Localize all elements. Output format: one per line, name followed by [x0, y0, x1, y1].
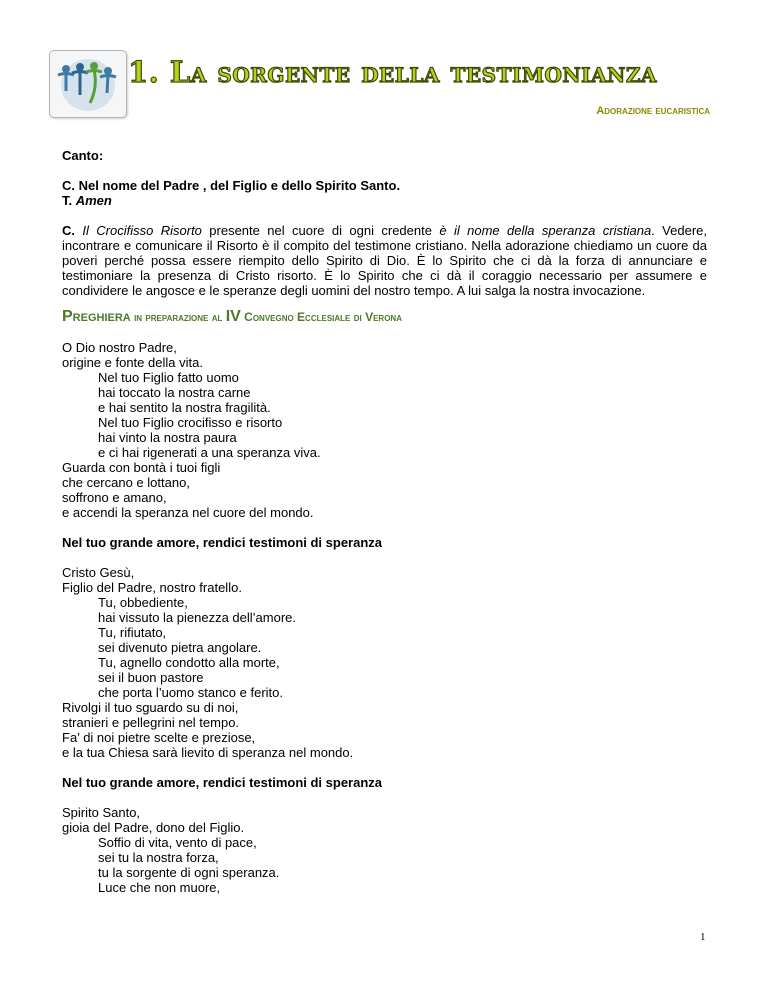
stanza-line: Tu, obbediente,	[98, 595, 188, 610]
stanza-line: e la tua Chiesa sarà lievito di speranza nel mondo.	[62, 745, 354, 760]
stanza-line: Rivolgi il tuo sguardo su di noi,	[62, 700, 239, 715]
response-prefix: T.	[62, 193, 76, 208]
stanza-line: origine e fonte della vita.	[62, 355, 203, 370]
stanza-line: hai vissuto la pienezza dell’amore.	[98, 610, 296, 625]
refrain-1: Nel tuo grande amore, rendici testimoni di speranza	[62, 535, 383, 550]
logo-figures-icon	[50, 51, 126, 117]
stanza-line: e hai sentito la nostra fragilità.	[98, 400, 271, 415]
stanza-line: tu la sorgente di ogni speranza.	[98, 865, 280, 880]
stanza-2	[62, 565, 707, 760]
stanza-line: Tu, agnello condotto alla morte,	[98, 655, 280, 670]
stanza-line: Nel tuo Figlio fatto uomo	[98, 370, 239, 385]
stanza-line: e ci hai rigenerati a una speranza viva.	[98, 445, 321, 460]
stanza-line: Figlio del Padre, nostro fratello.	[62, 580, 242, 595]
stanza-line: O Dio nostro Padre,	[62, 340, 177, 355]
page-title: 1. La sorgente della testimonianza	[128, 55, 657, 89]
stanza-line: sei il buon pastore	[98, 670, 204, 685]
intro-text-1: presente nel cuore di ogni credente	[201, 223, 440, 238]
logo	[49, 50, 127, 118]
heading-word-3: IV	[225, 308, 241, 325]
intro-italic-1: Il Crocifisso Risorto	[82, 223, 202, 238]
page-subtitle: Adorazione eucaristica	[596, 105, 710, 117]
document-body	[62, 148, 707, 895]
heading-word-4: Convegno Ecclesiale di	[240, 310, 366, 324]
intro-prefix: C.	[62, 223, 83, 238]
stanza-line: che porta l’uomo stanco e ferito.	[98, 685, 283, 700]
stanza-line: che cercano e lottano,	[62, 475, 190, 490]
canto-label: Canto:	[62, 148, 104, 163]
intro-text-2: . Vedere, incontrare e comunicare il Risorto è il compito del testimone cristiano. Nella adorazione chiediamo un cuore da poveri perché possa essere riempito dello Spirito di Dio. È lo Spirito che ci dà la forza di annunciare e testimoniare la presenza di Cristo risorto. È lo Spirito che ci dà il coraggio necessario per assumere e condividere le angosce e le speranze degli uomini del nostro tempo. A lui salga la nostra invocazione.	[62, 223, 707, 298]
stanza-line: Cristo Gesù,	[62, 565, 135, 580]
response-amen: Amen	[75, 193, 112, 208]
response-line	[62, 193, 707, 208]
stanza-line: e accendi la speranza nel cuore del mondo.	[62, 505, 314, 520]
heading-word-1: Preghiera	[62, 308, 131, 325]
heading-word-5: Verona	[365, 310, 402, 324]
stanza-1	[62, 340, 707, 520]
invocation-line: C. Nel nome del Padre , del Figlio e dello Spirito Santo.	[62, 178, 401, 193]
stanza-line: Soffio di vita, vento di pace,	[98, 835, 257, 850]
intro-italic-2: è il nome della speranza cristiana	[439, 223, 652, 238]
stanza-line: Luce che non muore,	[98, 880, 221, 895]
stanza-line: stranieri e pellegrini nel tempo.	[62, 715, 240, 730]
stanza-line: Guarda con bontà i tuoi figli	[62, 460, 221, 475]
stanza-line: sei divenuto pietra angolare.	[98, 640, 262, 655]
stanza-line: hai toccato la nostra carne	[98, 385, 251, 400]
stanza-3	[62, 805, 707, 895]
stanza-line: hai vinto la nostra paura	[98, 430, 237, 445]
stanza-line: sei tu la nostra forza,	[98, 850, 219, 865]
refrain-2: Nel tuo grande amore, rendici testimoni di speranza	[62, 775, 383, 790]
section-heading	[62, 308, 707, 326]
stanza-line: Nel tuo Figlio crocifisso e risorto	[98, 415, 283, 430]
stanza-line: gioia del Padre, dono del Figlio.	[62, 820, 245, 835]
stanza-line: Fa’ di noi pietre scelte e preziose,	[62, 730, 256, 745]
stanza-line: soffrono e amano,	[62, 490, 167, 505]
heading-word-2: in preparazione al	[130, 310, 226, 324]
stanza-line: Spirito Santo,	[62, 805, 141, 820]
page-number: 1	[700, 931, 706, 943]
stanza-line: Tu, rifiutato,	[98, 625, 167, 640]
intro-paragraph	[62, 223, 707, 298]
